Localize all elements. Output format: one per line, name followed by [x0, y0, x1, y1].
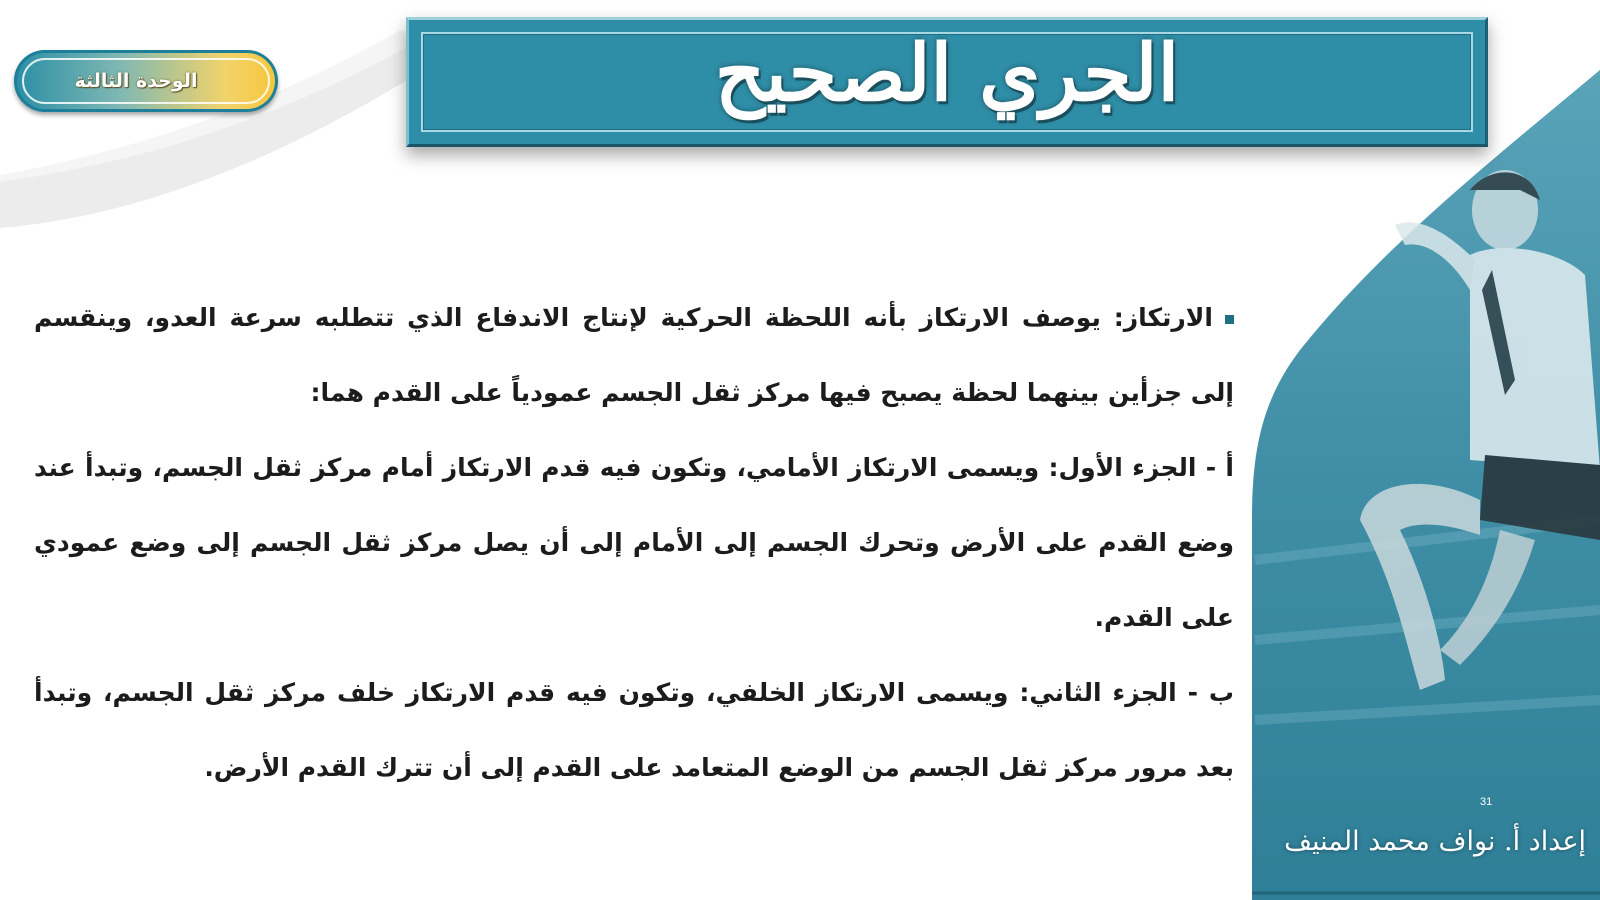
- unit-badge-frame: [22, 58, 270, 104]
- slide-body: [34, 280, 1234, 805]
- bullet-paragraph-text: الارتكاز: يوصف الارتكاز بأنه اللحظة الحركية لإنتاج الاندفاع الذي تتطلبه سرعة العدو، وينقسم إلى جزأين بينهما لحظة يصبح فيها مركز ثقل الجسم عمودياً على القدم هما:: [34, 303, 1234, 407]
- author-credit: إعداد أ. نواف محمد المنيف: [1284, 826, 1586, 857]
- bullet-paragraph: [34, 280, 1234, 430]
- part-b-paragraph: ب - الجزء الثاني: ويسمى الارتكاز الخلفي، وتكون فيه قدم الارتكاز خلف مركز ثقل الجسم، وتبدأ بعد مرور مركز ثقل الجسم من الوضع المتعامد على القدم إلى أن تترك القدم الأرض.: [34, 678, 1234, 782]
- unit-badge: [14, 50, 278, 112]
- page-number: 31: [1480, 796, 1493, 808]
- slide-title-box: [406, 17, 1488, 147]
- square-bullet-icon: [1225, 315, 1234, 324]
- part-a-paragraph: أ - الجزء الأول: ويسمى الارتكاز الأمامي، وتكون فيه قدم الارتكاز أمام مركز ثقل الجسم، وتبدأ عند وضع القدم على الأرض وتحرك الجسم إلى الأمام إلى أن يصل مركز ثقل الجسم إلى وضع عمودي على القدم.: [34, 453, 1234, 632]
- unit-badge-label: الوحدة الثالثة: [74, 70, 198, 92]
- slide-title: الجري الصحيح: [714, 27, 1180, 119]
- slide-title-frame: [421, 27, 1473, 132]
